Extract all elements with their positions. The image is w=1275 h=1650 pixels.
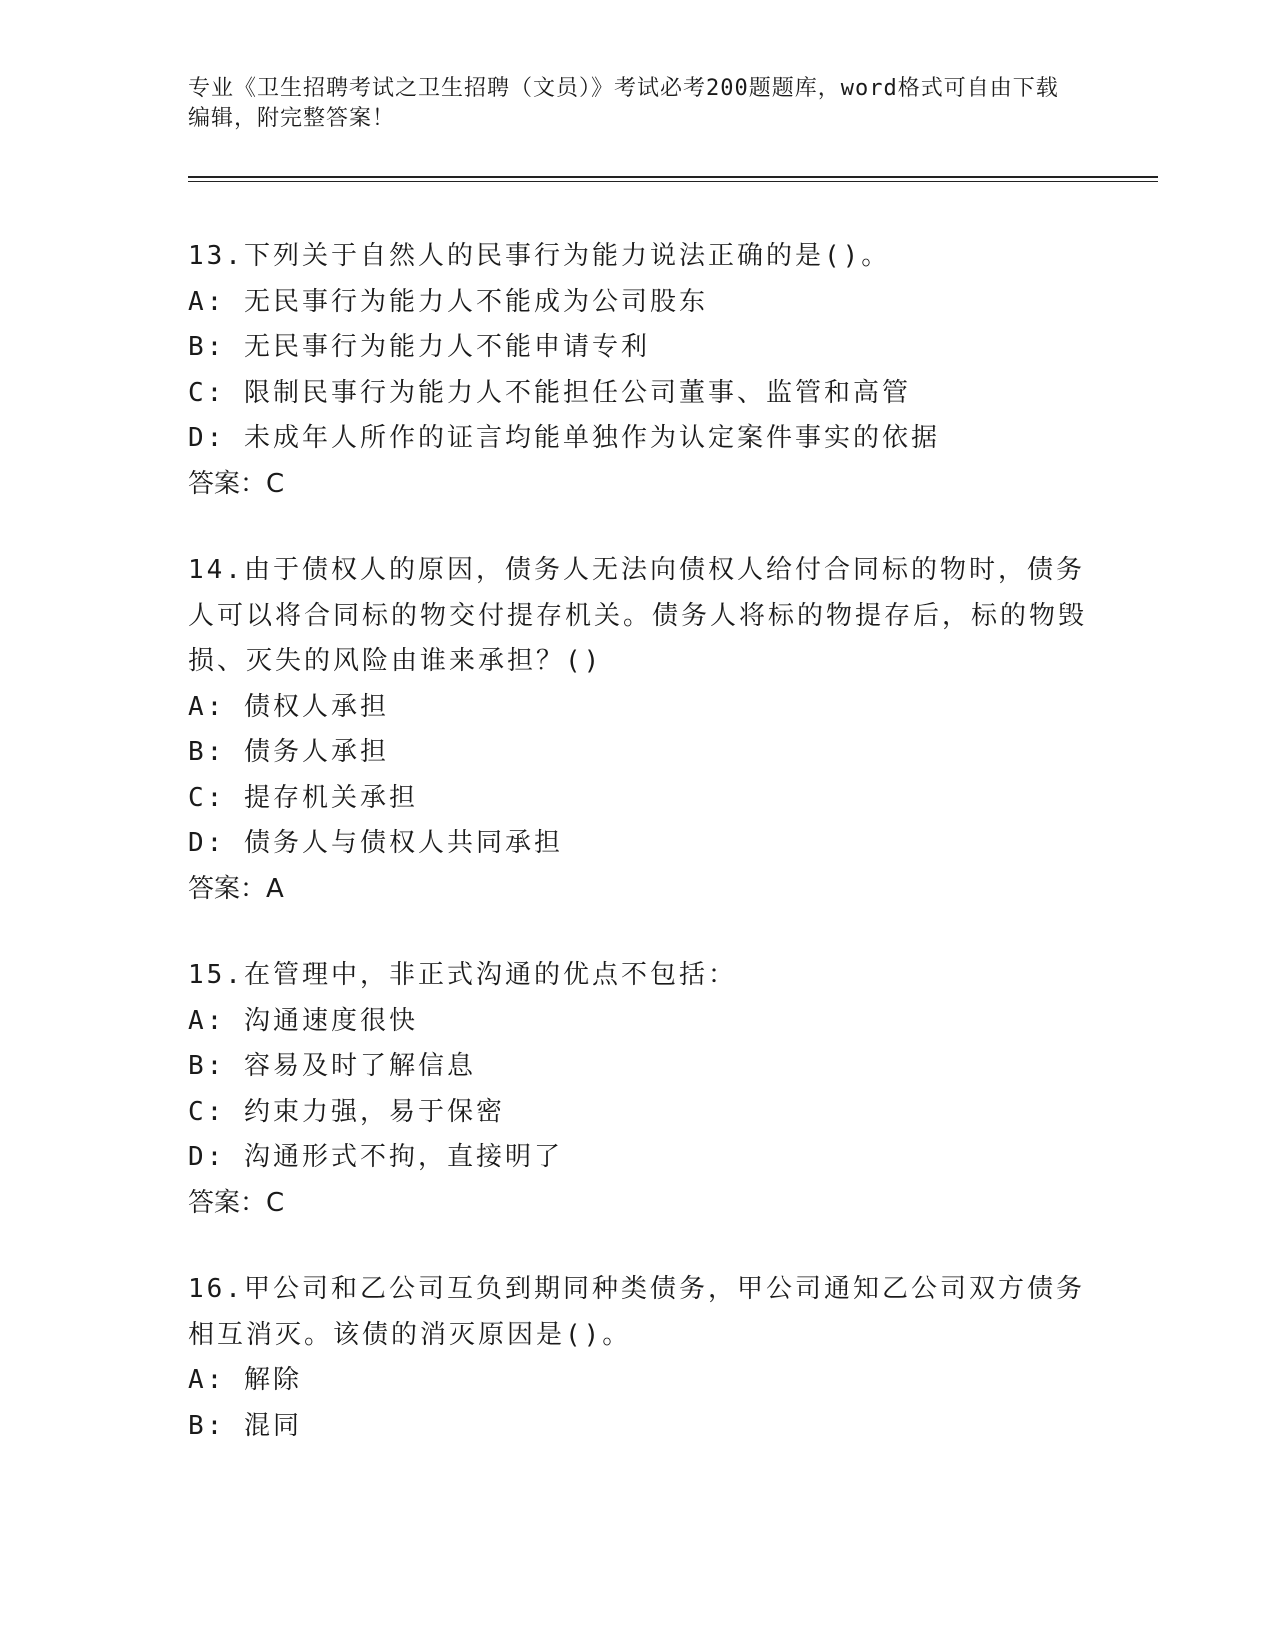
question-15	[188, 953, 1088, 1226]
question-text: 14.由于债权人的原因，债务人无法向债权人给付合同标的物时，债务人可以将合同标的物交付提存机关。债务人将标的物提存后，标的物毁损、灭失的风险由谁来承担？()	[188, 555, 1088, 676]
answer-line: 答案：C	[188, 468, 285, 499]
header-divider-thin	[188, 181, 1158, 182]
option-c: C: 约束力强，易于保密	[188, 1096, 505, 1127]
option-c: C: 提存机关承担	[188, 782, 418, 813]
option-a: A: 解除	[188, 1365, 302, 1395]
option-a: A: 债权人承担	[188, 691, 389, 722]
answer-line: 答案：A	[188, 873, 284, 904]
option-d: D: 沟通形式不拘，直接明了	[188, 1142, 563, 1172]
option-a: A: 沟通速度很快	[188, 1005, 418, 1036]
question-16	[188, 1267, 1088, 1449]
question-13	[188, 234, 1088, 507]
question-14	[188, 548, 1088, 912]
document-header: 专业《卫生招聘考试之卫生招聘（文员）》考试必考200题题库，word格式可自由下载编辑，附完整答案！	[188, 76, 1059, 131]
option-d: D: 债务人与债权人共同承担	[188, 828, 563, 858]
question-list	[188, 234, 1088, 1490]
question-text: 15.在管理中，非正式沟通的优点不包括：	[188, 960, 737, 990]
header-divider-thick	[188, 176, 1158, 178]
option-d: D: 未成年人所作的证言均能单独作为认定案件事实的依据	[188, 423, 940, 453]
question-text: 13.下列关于自然人的民事行为能力说法正确的是()。	[188, 241, 891, 271]
question-text: 16.甲公司和乙公司互负到期同种类债务，甲公司通知乙公司双方债务相互消灭。该债的消灭原因是()。	[188, 1274, 1085, 1350]
option-b: B: 混同	[188, 1410, 302, 1441]
option-c: C: 限制民事行为能力人不能担任公司董事、监管和高管	[188, 377, 911, 408]
answer-line: 答案：C	[188, 1187, 285, 1218]
option-b: B: 债务人承担	[188, 737, 389, 767]
option-b: B: 无民事行为能力人不能申请专利	[188, 332, 650, 362]
option-a: A: 无民事行为能力人不能成为公司股东	[188, 286, 708, 317]
option-b: B: 容易及时了解信息	[188, 1051, 476, 1081]
